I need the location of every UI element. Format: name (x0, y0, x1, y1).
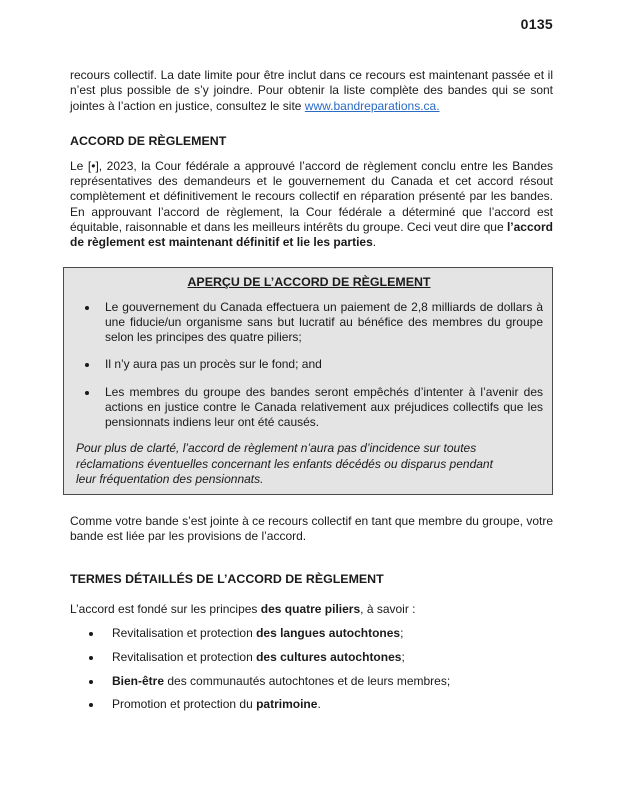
overview-clarity-note: Pour plus de clarté, l’accord de règlement n’aura pas d’incidence sur toutes réclamations éventuelles concernant les enfants décédés ou disparus pendant leur fréquentation des pensionnats. (76, 441, 493, 487)
accord-paragraph (70, 159, 553, 251)
pillar-item-cultures (103, 650, 553, 665)
pillar-item-heritage (103, 697, 553, 712)
overview-bullet-payment (99, 300, 543, 346)
overview-bullet-no-trial-text: Il n’y aura pas un procès sur le fond; and (105, 357, 322, 372)
pillar-list (70, 626, 553, 713)
band-reparations-link[interactable]: www.bandreparations.ca. (304, 98, 440, 113)
intro-paragraph-text: recours collectif. La date limite pour être inclut dans ce recours est maintenant passée et il n’est plus possible de s’y joindre. Pour obtenir la liste complète des bandes qui se sont jointes à l’action en justice, consultez le site (70, 68, 553, 113)
pillars-intro-bold: des quatre piliers (260, 601, 361, 616)
accord-heading: ACCORD DE RÈGLEMENT (70, 133, 227, 148)
overview-box (63, 267, 553, 495)
pillar-pre: Revitalisation et protection (112, 649, 257, 664)
pillar-post: ; (400, 625, 404, 640)
overview-bullet-list (75, 300, 543, 430)
overview-bullet-barred-claims (99, 385, 543, 431)
pillar-post: des communautés autochtones et de leurs membres; (164, 673, 451, 688)
pillar-pre: Promotion et protection du (112, 697, 257, 712)
pillar-pre: Revitalisation et protection (112, 625, 257, 640)
member-paragraph: Comme votre bande s’est jointe à ce recours collectif en tant que membre du groupe, votre bande est liée par les provisions de l’accord. (70, 514, 553, 544)
accord-paragraph-text: Le [•], 2023, la Cour fédérale a approuvé l’accord de règlement conclu entre les Bandes représentatives des demandeurs et le gouvernement du Canada et cet accord résout complètement et définitivement le recours collectif en réparation présenté par les bandes. En approuvant l’accord de règlement, la Cour fédérale a déterminé que l’accord est équitable, raisonnable et dans les meilleurs intérêts du groupe. Ceci veut dire que (70, 158, 553, 235)
overview-bullet-barred-claims-text: Les membres du groupe des bandes seront empêchés d’intenter à l’avenir des actions en justice contre le Canada relativement aux préjudices collectifs que les pensionnats indiens leur ont été causés. (105, 384, 543, 430)
pillar-item-wellbeing (103, 674, 553, 689)
accord-paragraph-bold: l’accord de règlement est maintenant définitif et lie les parties (70, 220, 553, 250)
overview-bullet-no-trial (99, 357, 543, 372)
pillar-item-languages (103, 626, 553, 641)
pillars-intro (70, 602, 553, 617)
overview-bullet-payment-text: Le gouvernement du Canada effectuera un paiement de 2,8 milliards de dollars à une fiducie/un organisme sans but lucratif au bénéfice des membres du groupe selon les principes des quatre piliers; (105, 299, 543, 345)
document-content (70, 68, 553, 721)
pillar-bold: des langues autochtones (256, 625, 401, 640)
pillar-bold: des cultures autochtones (256, 649, 402, 664)
overview-box-title: APERÇU DE L’ACCORD DE RÈGLEMENT (187, 274, 431, 289)
pillars-intro-end: , à savoir : (360, 601, 416, 616)
termes-heading: TERMES DÉTAILLÉS DE L’ACCORD DE RÈGLEMENT (70, 571, 384, 586)
pillar-bold: Bien-être (112, 673, 165, 688)
accord-paragraph-period: . (372, 235, 377, 250)
pillars-intro-text: L’accord est fondé sur les principes (70, 601, 261, 616)
pillar-bold: patrimoine (256, 697, 318, 712)
page-number: 0135 (520, 16, 553, 32)
pillar-post: . (317, 697, 321, 712)
pillar-post: ; (401, 649, 405, 664)
intro-paragraph (70, 68, 553, 114)
